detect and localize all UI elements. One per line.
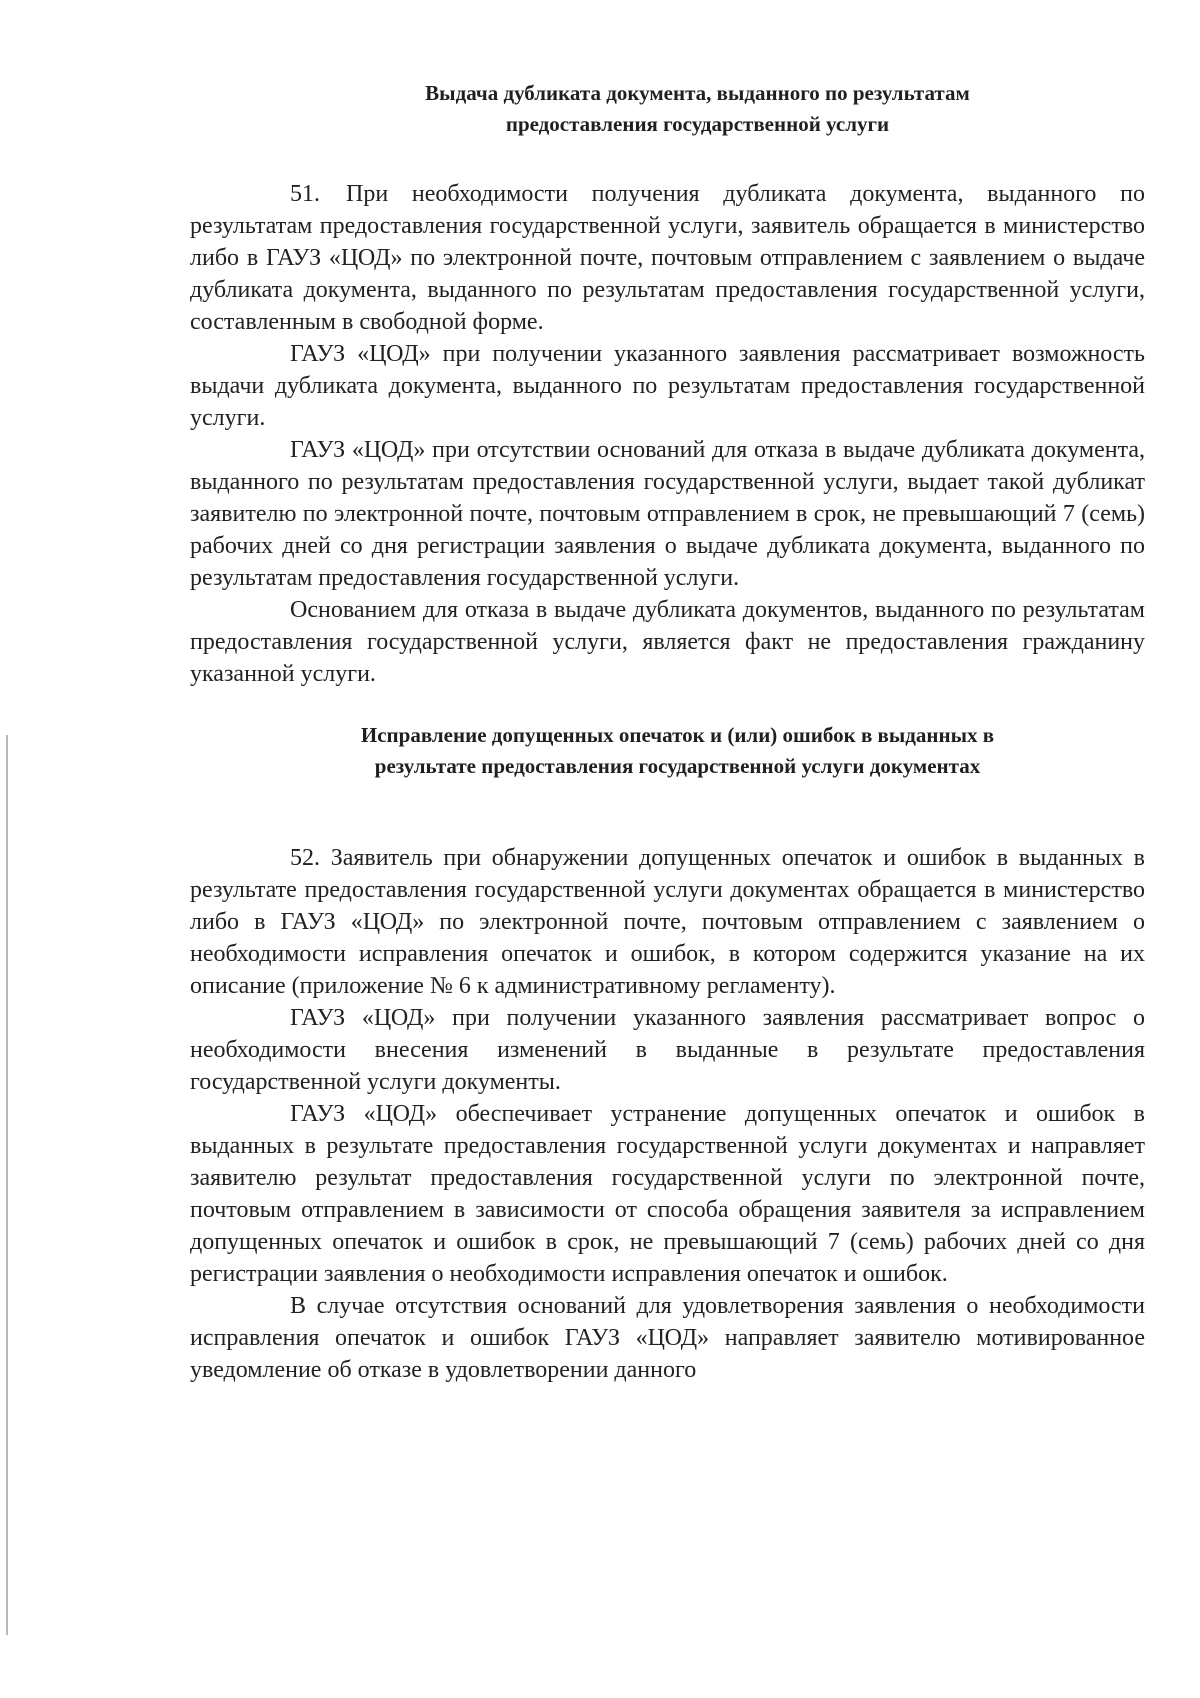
paragraph: ГАУЗ «ЦОД» при получении указанного заявления рассматривает вопрос о необходимости внесения изменений в выданные в результате предоставления государственной услуги документы.: [190, 1005, 1145, 1095]
section-title-corrections: [210, 720, 1145, 782]
paragraph: ГАУЗ «ЦОД» при получении указанного заявления рассматривает возможность выдачи дубликата документа, выданного по результатам предоставления государственной услуги.: [190, 341, 1145, 431]
paragraph: Основанием для отказа в выдаче дубликата документов, выданного по результатам предоставления государственной услуги, является факт не предоставления гражданину указанной услуги.: [190, 597, 1145, 687]
paragraph-number: 51.: [290, 181, 320, 207]
section-title-line: предоставления государственной услуги: [505, 112, 890, 136]
paragraph: ГАУЗ «ЦОД» при отсутствии оснований для отказа в выдаче дубликата документа, выданного по результатам предоставления государственной услуги, выдает такой дубликат заявителю по электронной почте, почтовым отправлением в срок, не превышающий 7 (семь) рабочих дней со дня регистрации заявления о выдаче дубликата документа, выданного по результатам предоставления государственной услуги.: [190, 437, 1145, 591]
scan-edge-line: [6, 735, 8, 1635]
paragraph: ГАУЗ «ЦОД» обеспечивает устранение допущенных опечаток и ошибок в выданных в результате предоставления государственной услуги документах и направляет заявителю результат предоставления государственной услуги по электронной почте, почтовым отправлением в зависимости от способа обращения заявителя за исправлением допущенных опечаток и ошибок в срок, не превышающий 7 (семь) рабочих дней со дня регистрации заявления о необходимости исправления опечаток и ошибок.: [190, 1101, 1145, 1287]
paragraph: В случае отсутствия оснований для удовлетворения заявления о необходимости исправления опечаток и ошибок ГАУЗ «ЦОД» направляет заявителю мотивированное уведомление об отказе в удовлетворении данного: [190, 1293, 1145, 1383]
section-title-line: Исправление допущенных опечаток и (или) ошибок в выданных в: [360, 723, 995, 747]
paragraph-52: 52. Заявитель при обнаружении допущенных опечаток и ошибок в выданных в результате предоставления государственной услуги документах обращается в министерство либо в ГАУЗ «ЦОД» по электронной почте, почтовым отправлением с заявлением о необходимости исправления опечаток и ошибок, в котором содержится указание на их описание (приложение № 6 к административному регламенту).: [190, 845, 1145, 999]
paragraph-51: [190, 178, 1145, 338]
document-content: [190, 78, 1145, 1386]
section-title-line: Выдача дубликата документа, выданного по результатам: [425, 81, 970, 105]
section-title-duplicate: [250, 78, 1145, 140]
section-title-line: результате предоставления государственной услуги документах: [374, 754, 981, 778]
paragraph-text: При необходимости получения дубликата документа, выданного по результатам предоставления государственной услуги, заявитель обращается в министерство либо в ГАУЗ «ЦОД» по электронной почте, почтовым отправлением с заявлением о выдаче дубликата документа, выданного по результатам предоставления государственной услуги, составленным в свободной форме.: [190, 181, 1145, 335]
